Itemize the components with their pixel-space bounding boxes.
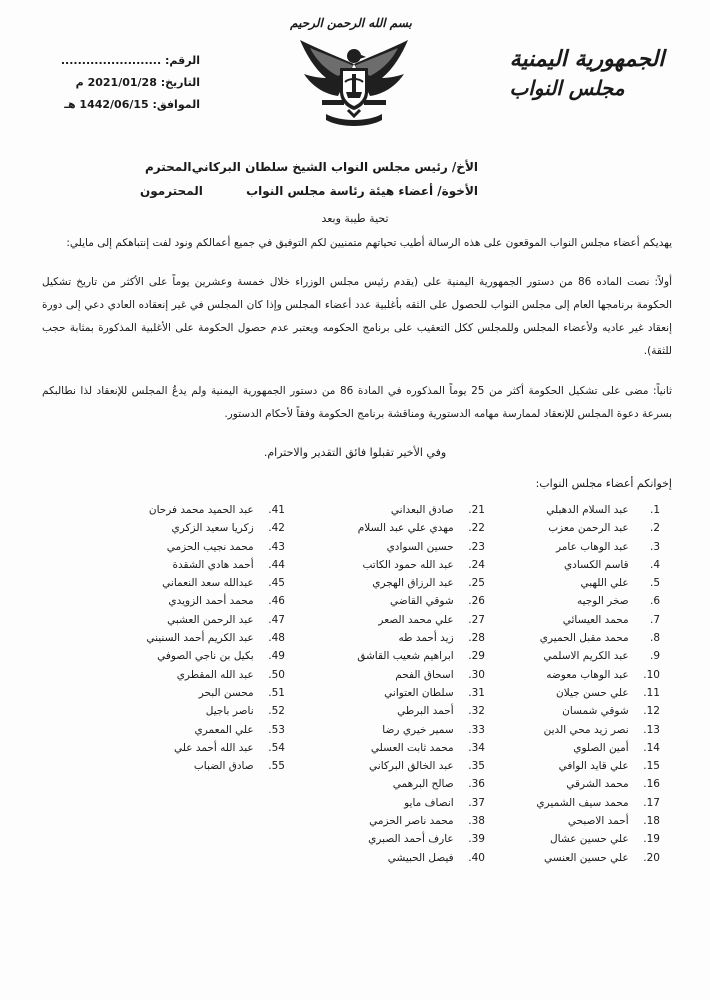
republic-title: الجمهورية اليمنية <box>509 46 665 72</box>
member-list-item <box>115 647 285 665</box>
member-name: زيد أحمد طه <box>398 632 457 645</box>
member-list-item <box>115 702 285 720</box>
member-list-item <box>115 757 285 775</box>
member-list-item <box>335 702 485 720</box>
member-number: 15. <box>643 760 660 773</box>
member-list-item <box>510 556 660 574</box>
member-number: 27. <box>468 613 485 626</box>
member-number: 25. <box>468 577 485 590</box>
member-name: محمد أحمد الزويدي <box>168 595 257 608</box>
member-list-item <box>510 702 660 720</box>
member-name: صادق الضباب <box>193 760 257 773</box>
member-number: 44. <box>268 558 285 571</box>
member-name: علي محمد الصعر <box>378 613 457 626</box>
member-name: محمد سيف الشميري <box>536 796 632 809</box>
member-list-item <box>115 611 285 629</box>
member-name: صخر الوجيه <box>577 595 632 608</box>
member-number: 14. <box>643 741 660 754</box>
date-value: 2021/01/28 م <box>75 76 157 89</box>
member-number: 29. <box>468 650 485 663</box>
member-number: 20. <box>643 851 660 864</box>
member-list-item <box>335 501 485 519</box>
member-number: 17. <box>643 796 660 809</box>
member-name: عبد الله حمود الكاتب <box>362 558 457 571</box>
member-list-item <box>510 721 660 739</box>
member-list-item <box>115 721 285 739</box>
hijri-label: الموافق: <box>152 98 200 111</box>
document-meta <box>40 50 200 116</box>
parliament-title: مجلس النواب <box>509 76 625 100</box>
member-list-item <box>335 684 485 702</box>
member-list-item <box>115 519 285 537</box>
member-name: أحمد الاصبحي <box>567 815 632 828</box>
member-number: 46. <box>268 595 285 608</box>
member-number: 49. <box>268 650 285 663</box>
hijri-value: 1442/06/15 هـ <box>64 98 149 111</box>
member-name: علي حسين العنسي <box>544 851 632 864</box>
date-label: التاريخ: <box>160 76 200 89</box>
member-name: صالح البرهمي <box>392 778 457 791</box>
member-list-item <box>510 666 660 684</box>
member-list-item <box>510 775 660 793</box>
member-name: عبد الخالق البركاني <box>369 760 457 773</box>
member-number: 33. <box>468 723 485 736</box>
reference-dots: ........................ <box>60 54 162 67</box>
member-number: 51. <box>268 686 285 699</box>
reference-row <box>40 50 200 72</box>
member-list-item <box>115 574 285 592</box>
member-name: سلطان العتواني <box>384 686 457 699</box>
member-list-item <box>115 556 285 574</box>
member-name: أحمد البرطي <box>397 705 457 718</box>
point-two-paragraph: ثانياً: مضى على تشكيل الحكومة أكثر من 25 يوماً المذكوره في المادة 86 من دستور الجمهورية اليمنية ولم يدعُ المجلس للإنعقاد لذا نطالبكم بسرعة دعوة المجلس للإنعقاد لممارسة مهامه الدستورية ومناقشة برنامج الحكومة وفقاً لأحكام الدستور. <box>42 385 672 420</box>
member-list-item <box>335 666 485 684</box>
member-name: ناصر باجيل <box>205 705 257 718</box>
member-name: عبد الكريم أحمد السنيني <box>146 632 257 645</box>
member-number: 55. <box>268 760 285 773</box>
member-name: محسن البحر <box>198 686 257 699</box>
member-number: 12. <box>643 705 660 718</box>
member-list-item <box>335 592 485 610</box>
member-list-item <box>115 629 285 647</box>
member-name: مهدي علي عبد السلام <box>357 522 457 535</box>
member-list-item <box>510 629 660 647</box>
member-number: 30. <box>468 668 485 681</box>
member-name: محمد العيسائي <box>562 613 632 626</box>
member-number: 22. <box>468 522 485 535</box>
member-list-item <box>510 538 660 556</box>
member-number: 6. <box>649 595 660 608</box>
member-list-item <box>510 519 660 537</box>
members-column-1 <box>510 501 660 867</box>
member-number: 26. <box>468 595 485 608</box>
member-list-item <box>510 574 660 592</box>
member-name: عبد الرحمن العشبي <box>167 613 257 626</box>
member-number: 47. <box>268 613 285 626</box>
member-number: 3. <box>649 540 660 553</box>
addressee-2: الأخوة/ أعضاء هيئة رئاسة مجلس النواب <box>246 184 478 198</box>
hijri-date-row <box>40 94 200 116</box>
member-number: 53. <box>268 723 285 736</box>
member-name: علي المعمري <box>194 723 257 736</box>
member-number: 36. <box>468 778 485 791</box>
member-number: 50. <box>268 668 285 681</box>
member-number: 10. <box>643 668 660 681</box>
member-list-item <box>335 849 485 867</box>
member-name: قاسم الكسادي <box>563 558 632 571</box>
member-list-item <box>115 684 285 702</box>
member-name: أمين الصلوي <box>573 741 632 754</box>
member-name: عبد الوهاب معوضه <box>546 668 632 681</box>
member-name: عبد الوهاب عامر <box>555 540 632 553</box>
member-number: 24. <box>468 558 485 571</box>
member-number: 16. <box>643 778 660 791</box>
member-name: اسحاق الفحم <box>395 668 457 681</box>
members-list-heading: إخوانكم أعضاء مجلس النواب: <box>535 477 672 490</box>
members-column-3 <box>115 501 285 775</box>
member-name: عبد الله أحمد علي <box>173 741 257 754</box>
member-list-item <box>335 556 485 574</box>
member-list-item <box>115 538 285 556</box>
reference-label: الرقم: <box>165 54 200 67</box>
member-list-item <box>335 647 485 665</box>
member-number: 5. <box>649 577 660 590</box>
member-name: سمير خيري رضا <box>382 723 457 736</box>
member-name: محمد ثابت العسلي <box>370 741 457 754</box>
member-list-item <box>510 684 660 702</box>
member-name: عبد الله المقطري <box>176 668 257 681</box>
point-one-paragraph: أولاً: نصت الماده 86 من دستور الجمهورية اليمنية على (يقدم رئيس مجلس الوزراء خلال خمسة وعشرين يوماً على الأكثر من تاريخ تشكيل الحكومة برنامجها العام إلى مجلس النواب للحصول على الثقه بأغلبية عدد أعضاء المجلس وإذا كان المجلس في غير إنعقاده العادي دعي إلى دورة إنعقاد غير عاديه ولأعضاء المجلس وللمجلس ككل التعقيب على برنامج الحكومه ويعتبر عدم حصول الحكومة على الأغلبية المذكورة بمثابة حجب للثقة). <box>42 276 672 357</box>
member-list-item <box>115 592 285 610</box>
member-number: 43. <box>268 540 285 553</box>
member-name: شوقي شمسان <box>562 705 632 718</box>
member-name: صادق البعداني <box>390 504 457 516</box>
member-name: عبد السلام الدهبلي <box>546 504 632 516</box>
member-list-item <box>335 629 485 647</box>
member-name: محمد نجيب الحزمي <box>166 540 257 553</box>
member-name: أحمد هادي الشقدة <box>172 558 257 571</box>
member-number: 21. <box>468 504 485 516</box>
member-number: 23. <box>468 540 485 553</box>
member-list-item <box>510 849 660 867</box>
addressee-1: الأخ/ رئيس مجلس النواب الشيخ سلطان البركاني <box>191 160 478 174</box>
member-number: 34. <box>468 741 485 754</box>
member-name: زكريا سعيد الزكري <box>171 522 257 535</box>
member-list-item <box>510 592 660 610</box>
member-name: عبد الرحمن معزب <box>548 522 632 535</box>
member-name: علي قايد الوافي <box>558 760 632 773</box>
member-list-item <box>335 739 485 757</box>
member-list-item <box>115 666 285 684</box>
member-name: محمد الشرقي <box>566 778 632 791</box>
member-name: شوقي القاضي <box>390 595 457 608</box>
greeting: تحية طيبة وبعد <box>321 212 389 225</box>
member-name: انصاف مايو <box>404 796 457 809</box>
member-name: عبد الرزاق الهجري <box>372 577 457 590</box>
member-number: 31. <box>468 686 485 699</box>
member-list-item <box>115 501 285 519</box>
member-list-item <box>510 501 660 519</box>
member-number: 28. <box>468 632 485 645</box>
member-name: عارف أحمد الصبري <box>368 833 457 846</box>
member-list-item <box>335 574 485 592</box>
members-column-2 <box>335 501 485 867</box>
member-number: 7. <box>649 613 660 626</box>
member-name: محمد مقبل الحميري <box>539 632 632 645</box>
member-number: 2. <box>649 522 660 535</box>
member-number: 35. <box>468 760 485 773</box>
member-number: 52. <box>268 705 285 718</box>
member-number: 13. <box>643 723 660 736</box>
member-list-item <box>335 794 485 812</box>
member-number: 54. <box>268 741 285 754</box>
member-number: 19. <box>643 833 660 846</box>
member-name: نصر زيد محي الدين <box>543 723 632 736</box>
member-list-item <box>510 812 660 830</box>
member-number: 37. <box>468 796 485 809</box>
member-number: 32. <box>468 705 485 718</box>
date-row <box>40 72 200 94</box>
member-number: 1. <box>649 504 660 516</box>
member-list-item <box>335 757 485 775</box>
member-number: 38. <box>468 815 485 828</box>
member-number: 9. <box>649 650 660 663</box>
yemen-eagle-emblem-icon <box>296 34 412 134</box>
member-list-item <box>335 611 485 629</box>
member-list-item <box>335 519 485 537</box>
member-name: ابراهيم شعيب القاشق <box>357 650 457 663</box>
member-name: علي حسين عشال <box>550 833 632 846</box>
member-number: 39. <box>468 833 485 846</box>
member-list-item <box>510 757 660 775</box>
member-number: 45. <box>268 577 285 590</box>
member-name: عبد الحميد محمد فرحان <box>148 504 257 516</box>
member-name: عبد الكريم الاسلمي <box>543 650 632 663</box>
member-number: 48. <box>268 632 285 645</box>
intro-paragraph: يهديكم أعضاء مجلس النواب الموقعون على هذه الرسالة أطيب تحياتهم متمنيين لكم التوفيق في جميع أعمالكم ونود لفت إنتباهكم إلى مايلي: <box>66 237 672 249</box>
member-name: محمد ناصر الحزمي <box>369 815 457 828</box>
member-list-item <box>335 812 485 830</box>
member-name: علي حسن جيلان <box>556 686 632 699</box>
honorific-2: المحترمون <box>140 184 203 198</box>
closing-line: وفي الأخير تقبلوا فائق التقدير والاحترام. <box>263 446 447 459</box>
member-number: 11. <box>643 686 660 699</box>
member-list-item <box>510 739 660 757</box>
member-name: عبدالله سعد النعماني <box>162 577 257 590</box>
member-name: علي اللهبي <box>580 577 632 590</box>
member-list-item <box>510 611 660 629</box>
member-number: 18. <box>643 815 660 828</box>
member-list-item <box>510 794 660 812</box>
member-list-item <box>115 739 285 757</box>
member-list-item <box>335 830 485 848</box>
member-number: 4. <box>649 558 660 571</box>
member-list-item <box>335 775 485 793</box>
member-name: بكيل بن ناجي الصوفي <box>157 650 257 663</box>
member-name: فيصل الحبيشي <box>387 851 457 864</box>
member-list-item <box>335 538 485 556</box>
member-name: حسين السوادي <box>386 540 457 553</box>
member-number: 8. <box>649 632 660 645</box>
honorific-1: المحترم <box>145 160 192 174</box>
member-number: 42. <box>268 522 285 535</box>
member-list-item <box>510 830 660 848</box>
member-list-item <box>510 647 660 665</box>
letterhead <box>502 44 672 102</box>
basmala: بسم الله الرحمن الرحيم <box>290 16 412 30</box>
member-number: 41. <box>268 504 285 516</box>
member-list-item <box>335 721 485 739</box>
member-number: 40. <box>468 851 485 864</box>
